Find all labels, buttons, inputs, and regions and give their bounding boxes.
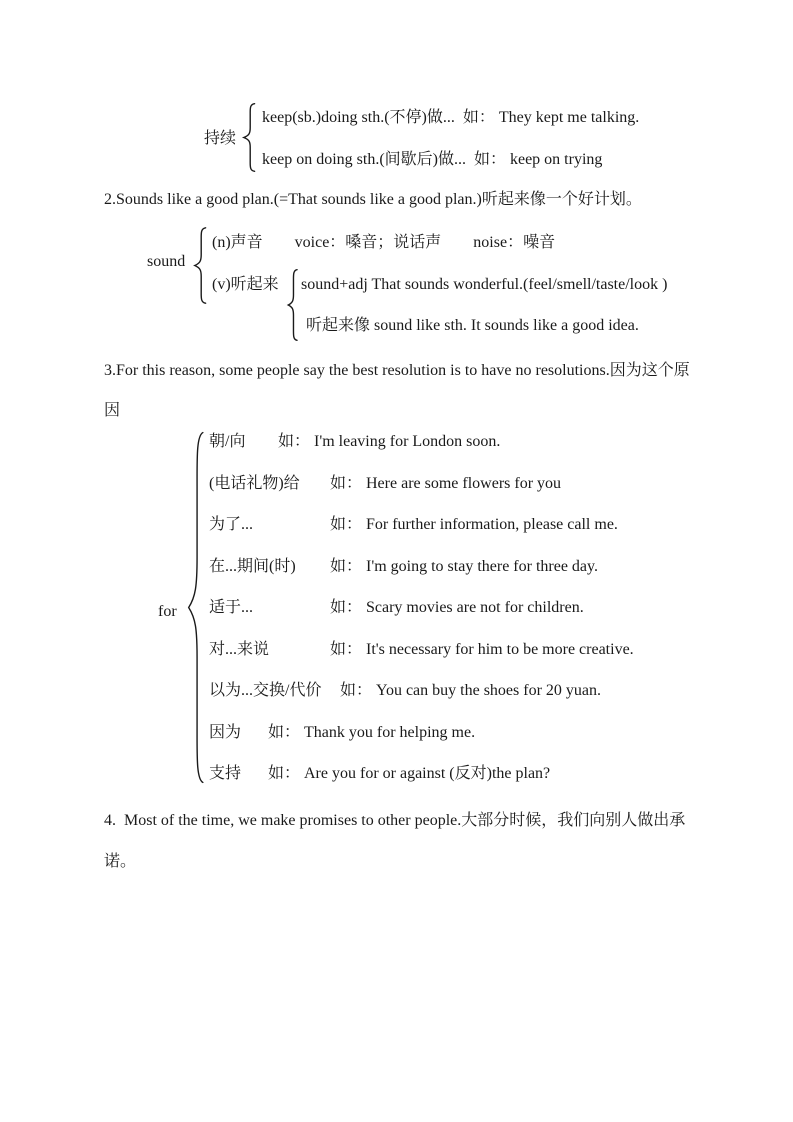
sound-adj-line: sound+adj That sounds wonderful.(feel/smell/taste/look ) — [301, 276, 668, 293]
sound-like-line: 听起来像 sound like sth. It sounds like a good idea. — [306, 317, 639, 334]
for-usage-example: 如： For further information, please call me. — [330, 516, 618, 533]
for-row — [209, 764, 550, 783]
for-usage-example: 如： Are you for or against (反对)the plan? — [268, 765, 551, 782]
for-row — [209, 557, 598, 576]
for-usage-meaning: 为了... — [209, 516, 254, 533]
for-row — [209, 515, 618, 534]
sound-noun-line: (n)声音 voice：嗓音；说话声 noise：噪音 — [212, 234, 556, 251]
for-usage-example: 如： Scary movies are not for children. — [330, 599, 584, 616]
keep-doing-line: keep(sb.)doing sth.(不停)做... 如： They kept me talking. — [262, 109, 640, 126]
keep-brace — [241, 103, 257, 172]
for-row — [209, 432, 500, 451]
for-usage-example: 如： I'm leaving for London soon. — [278, 433, 501, 450]
for-usage-meaning: 支持 — [209, 765, 242, 782]
for-usage-example: 如： You can buy the shoes for 20 yuan. — [340, 682, 602, 699]
sounds-like-heading: 2.Sounds like a good plan.(=That sounds like a good plan.)听起来像一个好计划。 — [104, 191, 642, 208]
for-usage-meaning: (电话礼物)给 — [209, 475, 300, 492]
for-row — [209, 681, 601, 700]
for-usage-meaning: 在...期间(时) — [209, 558, 296, 575]
for-row — [209, 640, 634, 659]
for-usage-meaning: 朝/向 — [209, 433, 246, 450]
keep-on-doing-line: keep on doing sth.(间歇后)做... 如： keep on trying — [262, 151, 603, 168]
for-usage-example: 如： I'm going to stay there for three day. — [330, 558, 598, 575]
for-usage-meaning: 以为...交换/代价 — [209, 682, 322, 699]
for-this-reason-heading: 3.For this reason, some people say the best resolution is to have no resolutions.因为这个原因 — [104, 362, 690, 419]
sound-verb-brace — [286, 269, 299, 341]
sound-word-label: sound — [147, 253, 186, 270]
for-usage-meaning: 因为 — [209, 724, 242, 741]
for-usage-example: 如： Here are some flowers for you — [330, 475, 562, 492]
sound-brace — [192, 227, 208, 304]
sound-verb-label: (v)听起来 — [212, 276, 279, 293]
for-row — [209, 474, 561, 493]
for-word-label: for — [158, 603, 177, 620]
for-row — [209, 723, 475, 742]
for-usage-meaning: 对...来说 — [209, 641, 270, 658]
keep-usage-label: 持续 — [204, 130, 237, 147]
for-brace — [185, 429, 206, 786]
most-of-time-heading: 4. Most of the time, we make promises to other people.大部分时候，我们向别人做出承诺。 — [104, 812, 686, 870]
for-usage-example: 如： It's necessary for him to be more creative. — [330, 641, 634, 658]
for-usage-example: 如： Thank you for helping me. — [268, 724, 476, 741]
for-row — [209, 598, 584, 617]
for-usage-meaning: 适于... — [209, 599, 254, 616]
